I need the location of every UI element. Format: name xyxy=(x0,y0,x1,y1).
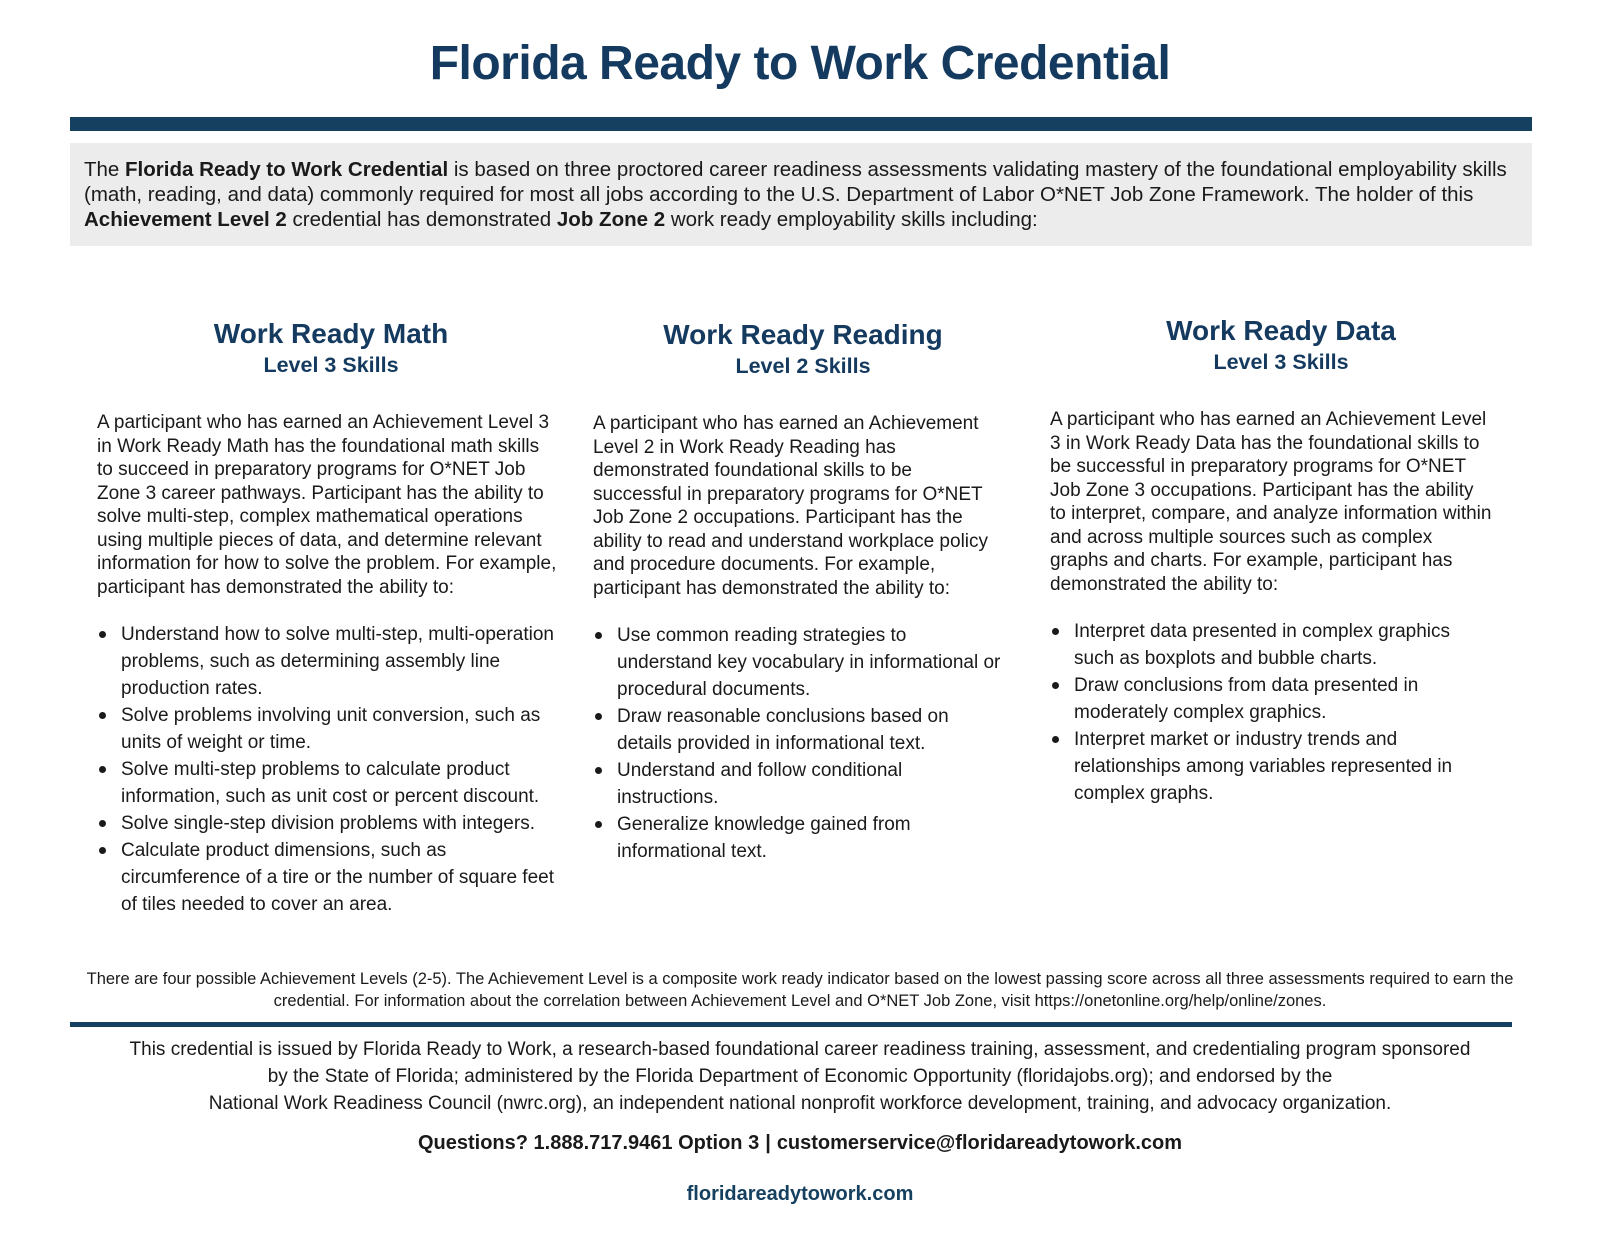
list-item: Interpret market or industry trends and relationships among variables represented in complex graphs. xyxy=(1050,726,1492,807)
email-address[interactable]: customerservice@floridareadytowork.com xyxy=(776,1132,1183,1154)
list-item: Solve problems involving unit conversion, such as units of weight or time. xyxy=(97,702,559,756)
list-item: Use common reading strategies to understand key vocabulary in informational or procedural documents. xyxy=(593,622,1003,703)
list-item: Calculate product dimensions, such as circumference of a tire or the number of square feet of tiles needed to cover an area. xyxy=(97,837,559,918)
data-column xyxy=(1050,314,1492,807)
intro-text: work ready employability skills including: xyxy=(665,208,1038,231)
bottom-divider xyxy=(70,1022,1512,1027)
issuer-statement xyxy=(90,1036,1510,1117)
data-description: A participant who has earned an Achievement Level 3 in Work Ready Data has the foundational skills to be successful in preparatory programs for O*NET Job Zone 3 occupations. Participant has the ability to interpret, compare, and analyze information within and across multiple sources such as complex graphs and charts. For example, participant has demonstrated the ability to: xyxy=(1050,409,1492,595)
bullet-icon xyxy=(99,631,106,638)
list-item: Draw reasonable conclusions based on details provided in informational text. xyxy=(593,703,1003,757)
issuer-line: This credential is issued by Florida Ready to Work, a research-based foundational career readiness training, assessment, and credentialing program sponsored xyxy=(129,1039,1471,1060)
intro-text: The xyxy=(84,158,126,181)
list-item: Solve multi-step problems to calculate product information, such as unit cost or percent discount. xyxy=(97,756,559,810)
achievement-level-note: There are four possible Achievement Levels (2-5). The Achievement Level is a composite work ready indicator based on the lowest passing score across all three assessments required to earn the credential. For information about the correlation between Achievement Level and O*NET Job Zone, visit https://onetonline.org/help/online/zones. xyxy=(86,970,1514,1010)
list-item: Draw conclusions from data presented in moderately complex graphics. xyxy=(1050,672,1492,726)
list-item: Understand and follow conditional instructions. xyxy=(593,757,1003,811)
data-subtitle: Level 3 Skills xyxy=(1213,350,1349,374)
website-link[interactable]: floridareadytowork.com xyxy=(686,1183,914,1205)
math-description: A participant who has earned an Achievement Level 3 in Work Ready Math has the foundational math skills to succeed in preparatory programs for O*NET Job Zone 3 career pathways. Participant has the ability to solve multi-step, complex mathematical operations using multiple pieces of data, and determine relevant information for how to solve the problem. For example, participant has demonstrated the ability to: xyxy=(97,412,557,598)
reading-skill-list xyxy=(593,622,1003,865)
bullet-icon xyxy=(595,632,602,639)
reading-description: A participant who has earned an Achievement Level 2 in Work Ready Reading has demonstrated foundational skills to be successful in preparatory programs for O*NET Job Zone 2 occupations. Participant has the ability to read and understand workplace policy and procedure documents. For example, participant has demonstrated the ability to: xyxy=(593,413,989,599)
intro-box xyxy=(70,143,1532,246)
list-item: Understand how to solve multi-step, multi-operation problems, such as determining assembly line production rates. xyxy=(97,621,559,702)
issuer-line: National Work Readiness Council (nwrc.org), an independent national nonprofit workforce development, training, and advocacy organization. xyxy=(208,1093,1392,1114)
bullet-icon xyxy=(99,766,106,773)
list-item: Interpret data presented in complex graphics such as boxplots and bubble charts. xyxy=(1050,618,1492,672)
bullet-icon xyxy=(595,767,602,774)
bullet-icon xyxy=(99,712,106,719)
data-title: Work Ready Data xyxy=(1166,315,1396,346)
bullet-icon xyxy=(595,713,602,720)
bullet-icon xyxy=(1052,628,1059,635)
math-title: Work Ready Math xyxy=(213,318,449,349)
contact-line xyxy=(0,1132,1600,1155)
list-item: Solve single-step division problems with integers. xyxy=(97,810,559,837)
intro-achievement-level: Achievement Level 2 xyxy=(84,208,287,231)
intro-text: credential has demonstrated xyxy=(286,208,557,231)
page-title: Florida Ready to Work Credential xyxy=(429,37,1171,90)
intro-text: is based on three proctored career readiness assessments validating mastery of the foundational employability skills (math, reading, and data) commonly required for most all jobs according to the U.S. Department of Labor O*NET Job Zone Framework. The holder of this xyxy=(84,158,1507,206)
reading-title: Work Ready Reading xyxy=(663,319,943,350)
intro-job-zone: Job Zone 2 xyxy=(556,208,666,231)
bullet-icon xyxy=(99,820,106,827)
math-skill-list xyxy=(97,621,559,918)
bullet-icon xyxy=(1052,682,1059,689)
bullet-icon xyxy=(595,821,602,828)
data-skill-list xyxy=(1050,618,1492,807)
list-item: Generalize knowledge gained from informational text. xyxy=(593,811,1003,865)
intro-credential-name: Florida Ready to Work Credential xyxy=(125,158,449,181)
phone-number: Questions? 1.888.717.9461 Option 3 xyxy=(417,1132,760,1154)
bullet-icon xyxy=(1052,736,1059,743)
bullet-icon xyxy=(99,847,106,854)
issuer-line: by the State of Florida; administered by the Florida Department of Economic Opportunity (floridajobs.org); and endorsed by the xyxy=(267,1066,1333,1087)
math-column xyxy=(97,317,559,918)
math-subtitle: Level 3 Skills xyxy=(263,353,399,377)
contact-separator: | xyxy=(765,1132,771,1154)
reading-subtitle: Level 2 Skills xyxy=(735,354,871,378)
reading-column xyxy=(593,318,1003,865)
top-divider xyxy=(70,117,1532,131)
